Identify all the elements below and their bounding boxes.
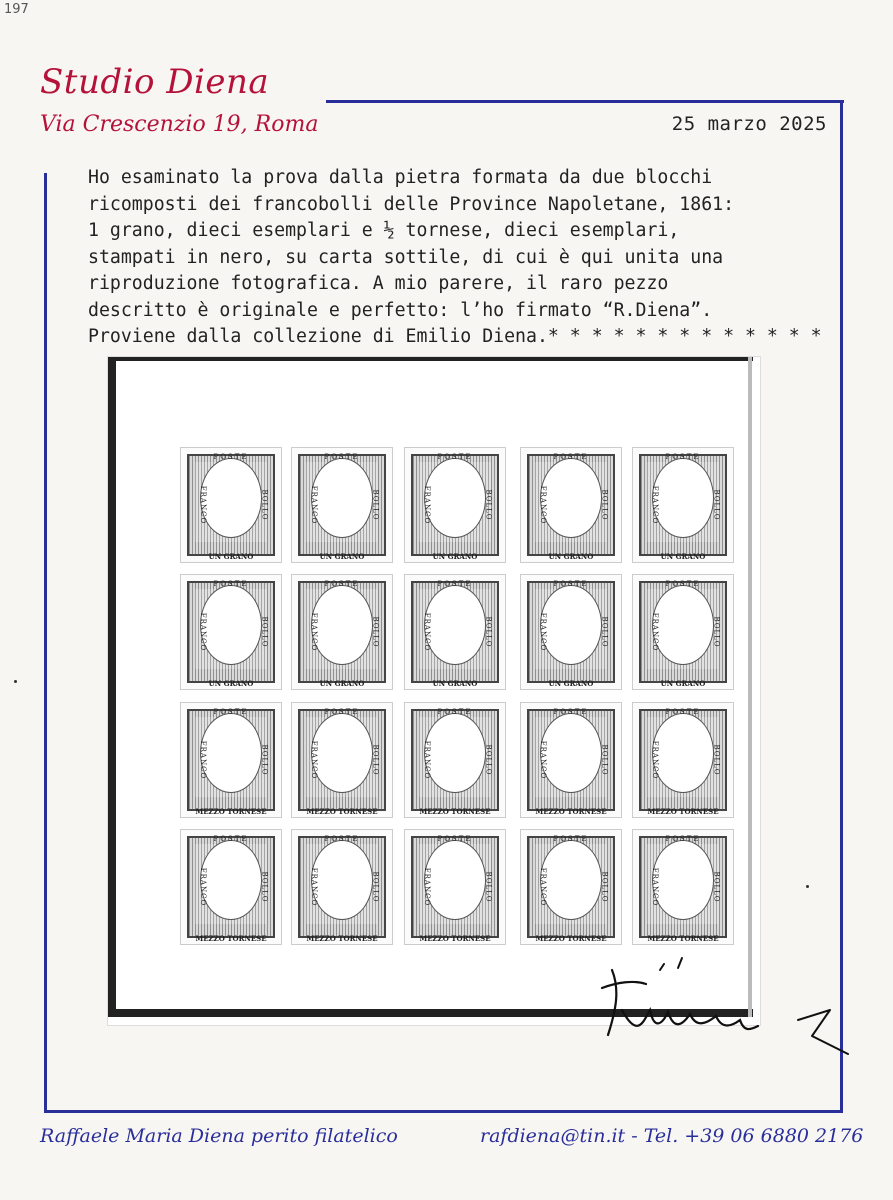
stamp-label-bollo: BOLLO bbox=[371, 871, 380, 903]
stamp-value: UN GRANO bbox=[548, 679, 594, 688]
stamp-oval bbox=[540, 585, 602, 665]
stamp-value: UN GRANO bbox=[660, 552, 706, 561]
stamp bbox=[632, 574, 734, 690]
stamp-label-franco: FRANCO bbox=[651, 740, 660, 780]
body-line: Ho esaminato la prova dalla pietra formata da due blocchi bbox=[88, 167, 713, 188]
certificate-date: 25 marzo 2025 bbox=[671, 113, 827, 135]
stamp-label-bollo: BOLLO bbox=[371, 489, 380, 521]
stamp-oval bbox=[200, 840, 262, 920]
stamp bbox=[520, 447, 622, 563]
stamp-value: MEZZO TORNESE bbox=[419, 807, 491, 816]
stamp-label-franco: FRANCO bbox=[310, 612, 319, 652]
stamp-oval bbox=[652, 713, 714, 793]
stamp bbox=[404, 574, 506, 690]
stamp-value: MEZZO TORNESE bbox=[195, 807, 267, 816]
frame-rule-left bbox=[44, 173, 47, 1113]
stamp-label-bollo: BOLLO bbox=[712, 871, 721, 903]
stamp-label-bollo: BOLLO bbox=[484, 871, 493, 903]
stamp-label-poste: POSTE bbox=[665, 453, 701, 461]
stamp-label-poste: POSTE bbox=[665, 580, 701, 588]
stamp-label-poste: POSTE bbox=[324, 835, 360, 843]
stamp-value: UN GRANO bbox=[548, 552, 594, 561]
stamp-label-franco: FRANCO bbox=[651, 867, 660, 907]
stamp-label-franco: FRANCO bbox=[651, 612, 660, 652]
stamp-value: UN GRANO bbox=[208, 679, 254, 688]
frame-rule-top bbox=[326, 100, 844, 103]
stamp-label-poste: POSTE bbox=[213, 835, 249, 843]
stamp-block-photo bbox=[108, 357, 760, 1025]
stamp-label-poste: POSTE bbox=[324, 580, 360, 588]
stamp bbox=[404, 829, 506, 945]
stamp-label-poste: POSTE bbox=[213, 580, 249, 588]
stamp-label-poste: POSTE bbox=[553, 580, 589, 588]
stamp-label-bollo: BOLLO bbox=[600, 489, 609, 521]
stamp-oval bbox=[424, 713, 486, 793]
stamp-oval bbox=[424, 840, 486, 920]
stamp-oval bbox=[652, 585, 714, 665]
stamp bbox=[404, 447, 506, 563]
photo-frame-top bbox=[108, 357, 753, 361]
stamp-label-bollo: BOLLO bbox=[600, 616, 609, 648]
frame-rule-bottom bbox=[44, 1110, 843, 1113]
stamp-label-franco: FRANCO bbox=[539, 612, 548, 652]
stamp-label-franco: FRANCO bbox=[539, 740, 548, 780]
stamp-label-bollo: BOLLO bbox=[484, 489, 493, 521]
stamp-label-poste: POSTE bbox=[665, 708, 701, 716]
stamp-value: MEZZO TORNESE bbox=[306, 807, 378, 816]
stamp-value: MEZZO TORNESE bbox=[306, 934, 378, 943]
stamp-value: UN GRANO bbox=[208, 552, 254, 561]
body-line: descritto è originale e perfetto: l’ho firmato “R.Diena”. bbox=[88, 299, 713, 321]
stamp-oval bbox=[200, 713, 262, 793]
stamp-oval bbox=[540, 458, 602, 538]
stamp-label-bollo: BOLLO bbox=[712, 744, 721, 776]
stamp-oval bbox=[200, 585, 262, 665]
footer-expert-name: Raffaele Maria Diena perito filatelico bbox=[40, 1125, 398, 1147]
stamp-label-franco: FRANCO bbox=[539, 867, 548, 907]
stamp-label-bollo: BOLLO bbox=[600, 871, 609, 903]
stamp bbox=[291, 829, 393, 945]
stamp-label-bollo: BOLLO bbox=[260, 871, 269, 903]
stamp-label-franco: FRANCO bbox=[310, 740, 319, 780]
stamp-label-franco: FRANCO bbox=[651, 485, 660, 525]
stamp-label-poste: POSTE bbox=[553, 835, 589, 843]
stamp bbox=[520, 574, 622, 690]
stamp-label-poste: POSTE bbox=[437, 708, 473, 716]
stamp-label-bollo: BOLLO bbox=[600, 744, 609, 776]
stamp-label-poste: POSTE bbox=[437, 580, 473, 588]
photo-frame-right bbox=[748, 357, 752, 1017]
stamp bbox=[180, 829, 282, 945]
stamp-oval bbox=[424, 458, 486, 538]
stamp-value: MEZZO TORNESE bbox=[195, 934, 267, 943]
stamp bbox=[404, 702, 506, 818]
stamp bbox=[291, 574, 393, 690]
stamp-oval bbox=[311, 713, 373, 793]
stamp-oval bbox=[540, 840, 602, 920]
stamp-label-poste: POSTE bbox=[213, 453, 249, 461]
stamp-value: UN GRANO bbox=[319, 552, 365, 561]
stamp bbox=[632, 702, 734, 818]
stamp-oval bbox=[540, 713, 602, 793]
stamp-label-franco: FRANCO bbox=[199, 740, 208, 780]
stamp-oval bbox=[200, 458, 262, 538]
stamp bbox=[180, 574, 282, 690]
stamp-oval bbox=[311, 840, 373, 920]
stamp-label-bollo: BOLLO bbox=[371, 744, 380, 776]
corner-note: 197 bbox=[4, 2, 29, 17]
handwritten-signature bbox=[598, 950, 858, 1080]
stamp-label-poste: POSTE bbox=[553, 708, 589, 716]
body-line: Proviene dalla collezione di Emilio Diena.* * * * * * * * * * * * * bbox=[88, 326, 822, 347]
stamp-label-franco: FRANCO bbox=[423, 867, 432, 907]
stamp-label-bollo: BOLLO bbox=[484, 744, 493, 776]
stamp-label-franco: FRANCO bbox=[539, 485, 548, 525]
stamp-label-bollo: BOLLO bbox=[371, 616, 380, 648]
stamp-label-franco: FRANCO bbox=[199, 867, 208, 907]
stamp-value: UN GRANO bbox=[432, 552, 478, 561]
stamp-value: MEZZO TORNESE bbox=[535, 807, 607, 816]
stamp-value: MEZZO TORNESE bbox=[419, 934, 491, 943]
stamp-value: MEZZO TORNESE bbox=[647, 934, 719, 943]
stamp-value: UN GRANO bbox=[660, 679, 706, 688]
stamp bbox=[632, 829, 734, 945]
stamp-label-poste: POSTE bbox=[665, 835, 701, 843]
letterhead-brand: Studio Diena bbox=[40, 62, 270, 102]
speck bbox=[14, 680, 17, 683]
stamp-value: UN GRANO bbox=[432, 679, 478, 688]
stamp-label-bollo: BOLLO bbox=[260, 616, 269, 648]
stamp-oval bbox=[424, 585, 486, 665]
stamp-label-franco: FRANCO bbox=[310, 485, 319, 525]
stamp-oval bbox=[311, 458, 373, 538]
stamp bbox=[180, 447, 282, 563]
body-line: stampati in nero, su carta sottile, di cui è qui unita una bbox=[88, 246, 724, 268]
stamp-label-bollo: BOLLO bbox=[260, 489, 269, 521]
stamp-label-bollo: BOLLO bbox=[484, 616, 493, 648]
stamp-label-franco: FRANCO bbox=[423, 740, 432, 780]
stamp-label-franco: FRANCO bbox=[199, 612, 208, 652]
stamp-oval bbox=[652, 458, 714, 538]
stamp-value: MEZZO TORNESE bbox=[647, 807, 719, 816]
stamp-label-poste: POSTE bbox=[437, 835, 473, 843]
stamp-label-bollo: BOLLO bbox=[712, 489, 721, 521]
stamp-label-franco: FRANCO bbox=[199, 485, 208, 525]
stamp-label-poste: POSTE bbox=[213, 708, 249, 716]
stamp bbox=[291, 447, 393, 563]
stamp-oval bbox=[652, 840, 714, 920]
stamp-value: MEZZO TORNESE bbox=[535, 934, 607, 943]
stamp-label-poste: POSTE bbox=[324, 453, 360, 461]
stamp-label-franco: FRANCO bbox=[423, 612, 432, 652]
stamp-label-franco: FRANCO bbox=[310, 867, 319, 907]
stamp bbox=[291, 702, 393, 818]
body-line: 1 grano, dieci esemplari e ½ tornese, dieci esemplari, bbox=[88, 220, 680, 241]
body-line: ricomposti dei francobolli delle Province Napoletane, 1861: bbox=[88, 193, 735, 215]
letterhead-address: Via Crescenzio 19, Roma bbox=[40, 112, 319, 137]
stamp-label-bollo: BOLLO bbox=[712, 616, 721, 648]
stamp-value: UN GRANO bbox=[319, 679, 365, 688]
stamp bbox=[632, 447, 734, 563]
speck bbox=[806, 885, 809, 888]
stamp-label-poste: POSTE bbox=[437, 453, 473, 461]
stamp-label-poste: POSTE bbox=[553, 453, 589, 461]
stamp bbox=[520, 829, 622, 945]
body-line: riproduzione fotografica. A mio parere, il raro pezzo bbox=[88, 273, 669, 294]
certificate-body bbox=[88, 165, 828, 351]
footer-contact: rafdiena@tin.it - Tel. +39 06 6880 2176 bbox=[480, 1125, 864, 1147]
stamp bbox=[180, 702, 282, 818]
stamp-label-bollo: BOLLO bbox=[260, 744, 269, 776]
stamp-oval bbox=[311, 585, 373, 665]
stamp-label-poste: POSTE bbox=[324, 708, 360, 716]
stamp-label-franco: FRANCO bbox=[423, 485, 432, 525]
stamp bbox=[520, 702, 622, 818]
